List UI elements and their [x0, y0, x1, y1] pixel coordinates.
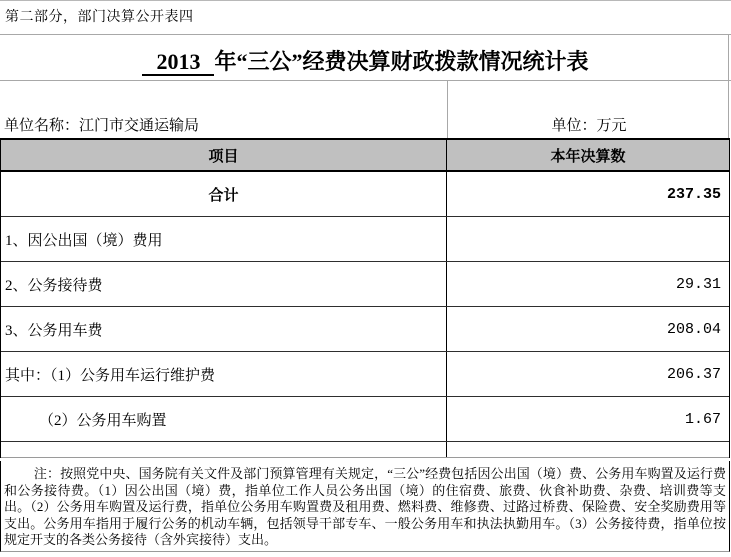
- header-value-column: 本年决算数: [550, 148, 626, 165]
- row-item-label: 其中：（1）公务用车运行维护费: [1, 352, 447, 396]
- header-item-column: 项目: [1, 140, 447, 170]
- title-year-underlined: 2013: [142, 49, 214, 76]
- table-row-abroad: [1, 217, 729, 262]
- expense-table: [0, 138, 730, 458]
- row-item-label: 1、因公出国（境）费用: [1, 217, 447, 261]
- title-text: 年“三公”经费决算财政拨款情况统计表: [214, 49, 589, 74]
- unit-name-label: 单位名称：江门市交通运输局: [4, 118, 200, 134]
- row-item-label: 3、公务用车费: [1, 307, 447, 351]
- table-row-total: [1, 172, 729, 217]
- table-row-vehicle-purchase: [1, 397, 729, 442]
- row-value: [447, 217, 729, 261]
- footnote: 注：按照党中央、国务院有关文件及部门预算管理有关规定，“三公”经费包括因公出国（境）费、公务用车购置及运行费和公务接待费。（1）因公出国（境）费，指单位工作人员公务出国（境）的住宿费、旅费、伙食补助费、杂费、培训费等支出。（2）公务用车购置及运行费，指单位公务用车购置费及租用费、燃料费、维修费、过路过桥费、保险费、安全奖励费用等支出。公务用车指用于履行公务的机动车辆，包括领导干部专车、一般公务用车和执法执勤用车。（3）公务接待费，指单位按规定开支的各类公务接待（含外宾接待）支出。: [0, 461, 730, 552]
- page-title: [0, 45, 731, 76]
- gridline-top: [0, 34, 731, 35]
- row-item-label: 2、公务接待费: [1, 262, 447, 306]
- table-row-reception: [1, 262, 729, 307]
- row-value: 29.31: [675, 275, 721, 293]
- row-item-label: （2）公务用车购置: [1, 397, 447, 441]
- table-row-vehicle: [1, 307, 729, 352]
- unit-of-measure-label: 单位：万元: [551, 118, 627, 134]
- part-label: 第二部分，部门决算公开表四: [5, 10, 194, 25]
- row-value: 1.67: [684, 410, 721, 428]
- row-value: 206.37: [666, 365, 721, 383]
- unit-info-row: [0, 81, 731, 138]
- table-row-empty: [1, 442, 729, 458]
- row-value: [447, 442, 729, 457]
- row-item-label: [1, 442, 447, 457]
- row-value: 208.04: [666, 320, 721, 338]
- row-value: 237.35: [666, 185, 721, 203]
- row-item-label: 合计: [1, 172, 447, 216]
- table-header-row: [1, 140, 729, 172]
- table-row-vehicle-maintenance: [1, 352, 729, 397]
